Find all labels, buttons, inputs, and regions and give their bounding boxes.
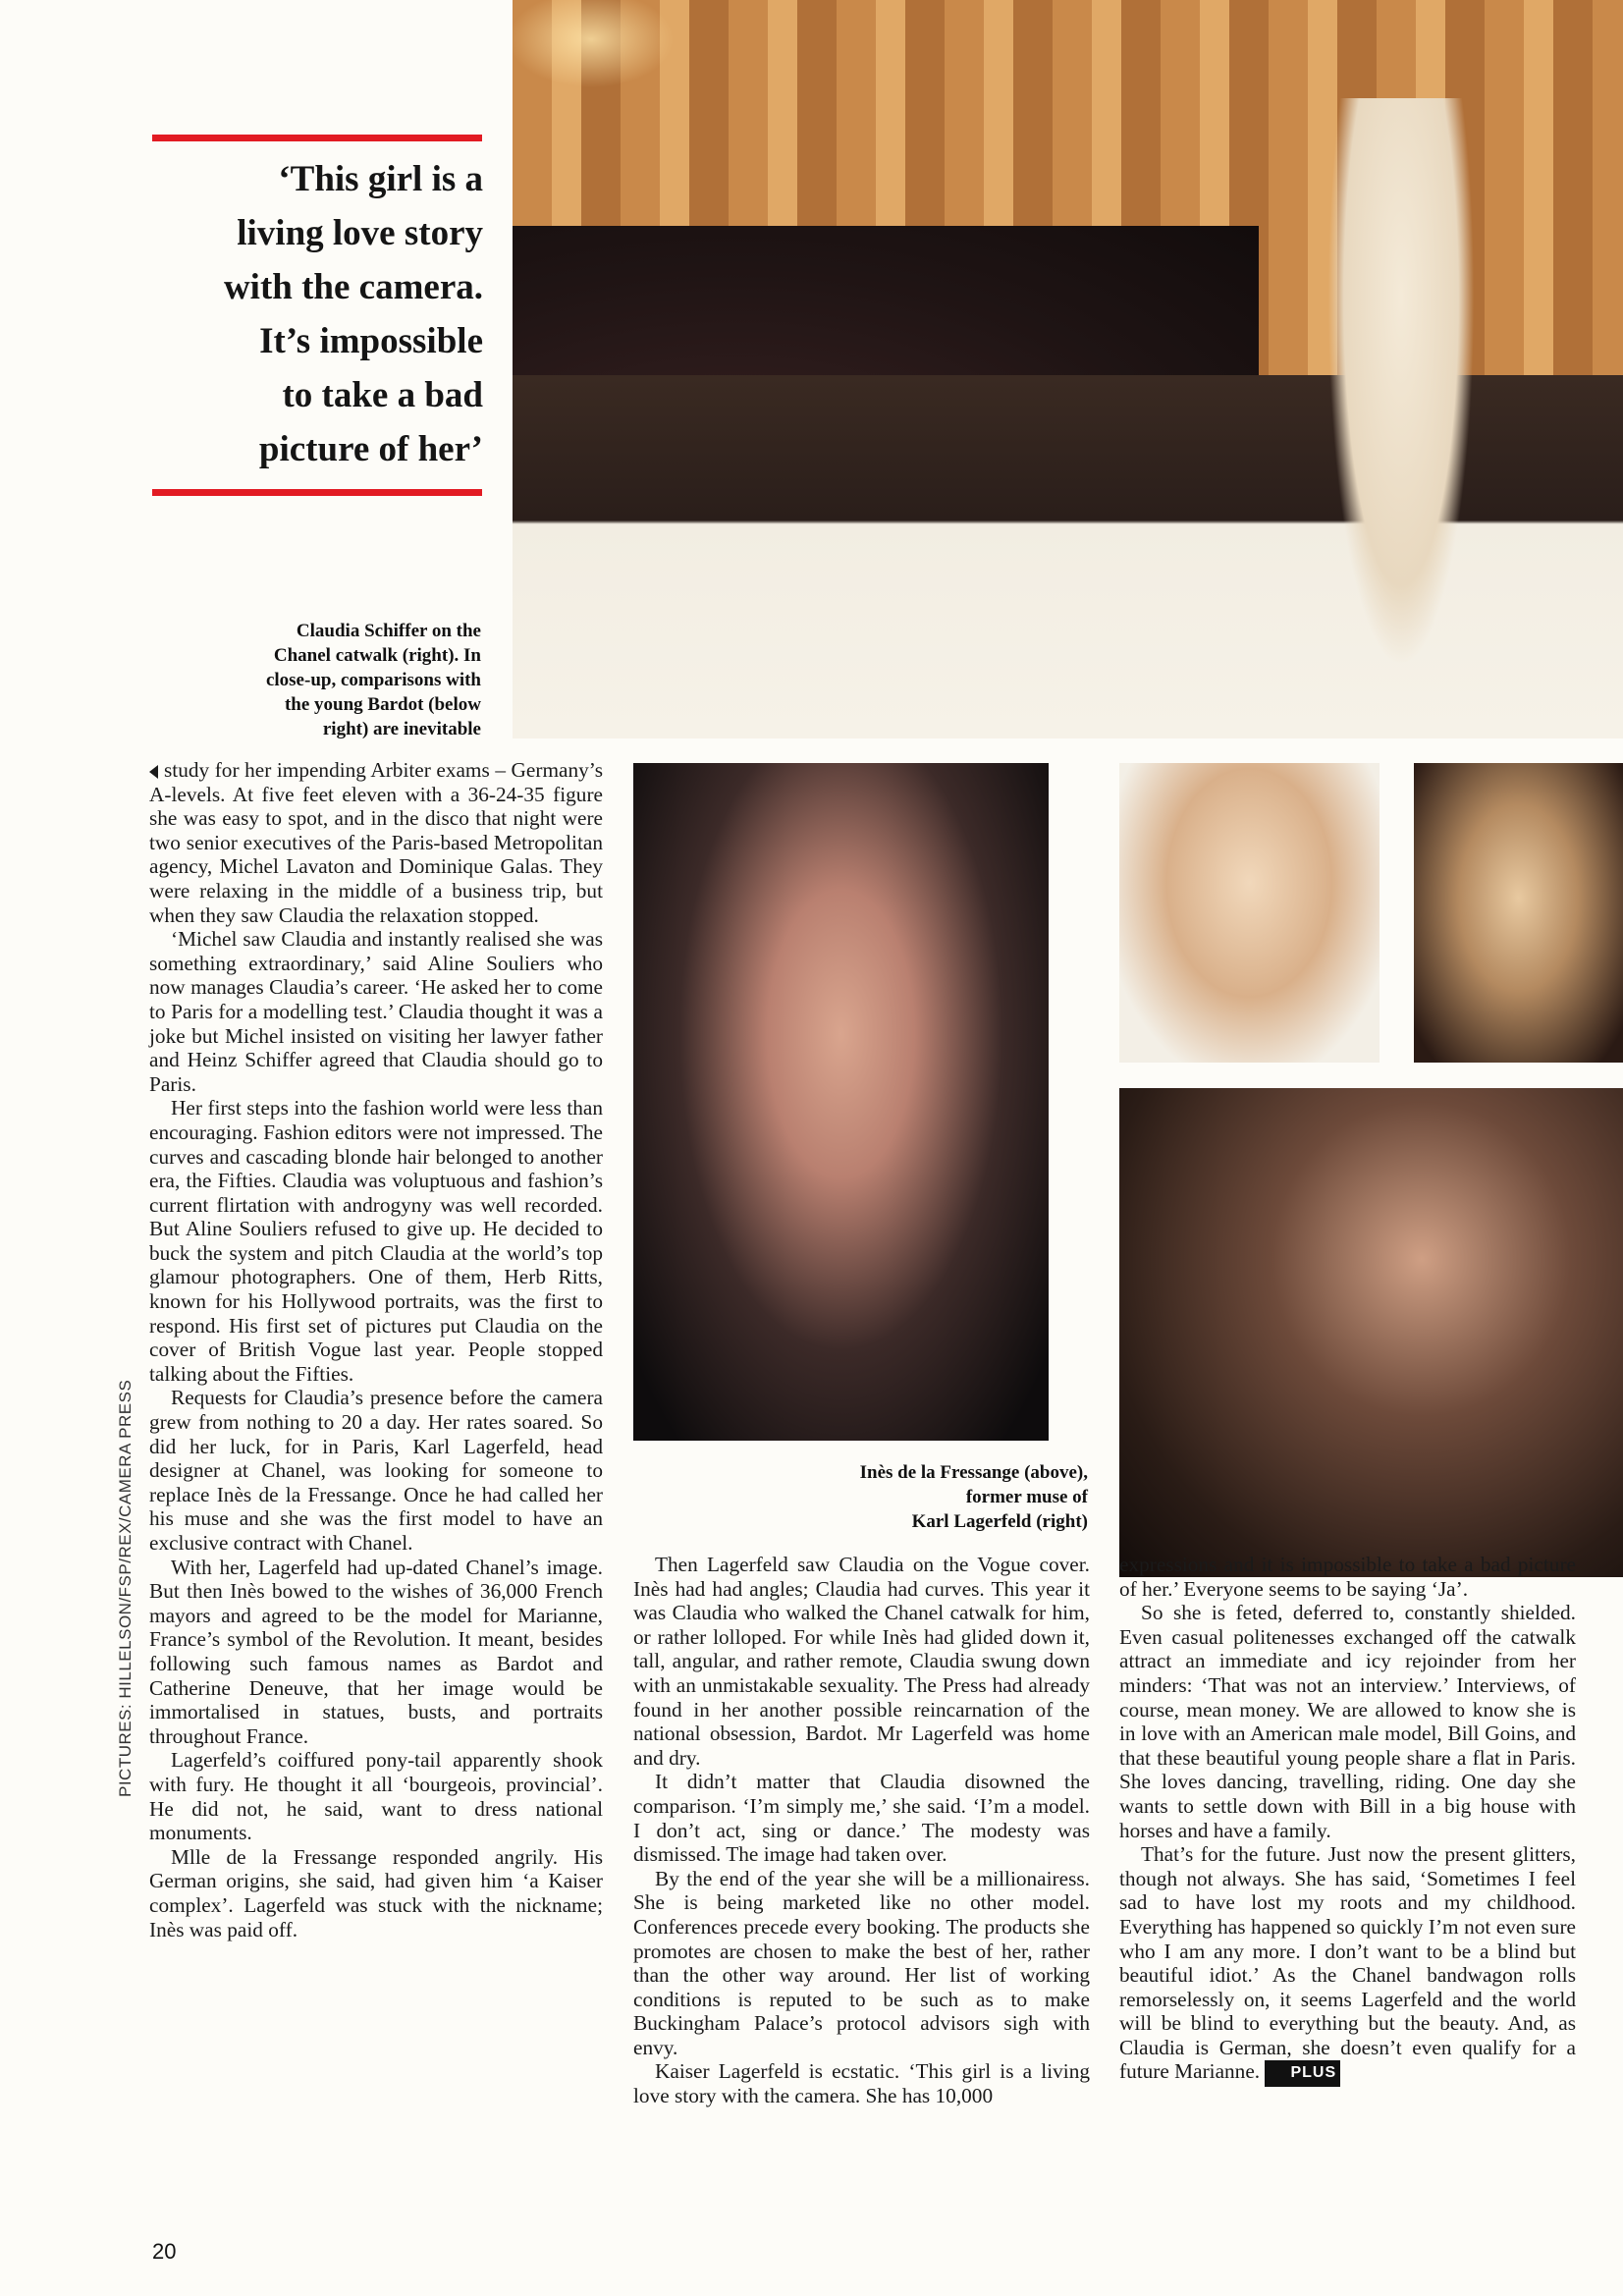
bardot-photo [1414,763,1623,1063]
photo-credit: PICTURES: HILLELSON/FSP/REX/CAMERA PRESS [116,1379,135,1797]
plus-end-mark: PLUS [1265,2060,1340,2087]
paragraph: With her, Lagerfeld had up-dated Chanel’s image. But then Inès bowed to the wishes of 36,000 French mayors and agreed to be the model for Marianne, France’s symbol of the Revolution. It meant, besides following such famous names as Bardot and Catherine Deneuve, that her image would be immortalised in statues, busts, and portraits throughout France. [149,1555,603,1748]
paragraph: Lagerfeld’s coiffured pony-tail apparently shook with fury. He thought it all ‘bourgeois, provincial’. He did not, he said, want to dress national monuments. [149,1748,603,1845]
caption-line: Karl Lagerfeld (right) [911,1511,1088,1532]
paragraph [149,758,603,927]
paragraph: Mlle de la Fressange responded angrily. His German origins, she said, had given him ‘a Kaiser complex’. Lagerfeld was stuck with the nickname; Inès was paid off. [149,1844,603,1941]
pull-quote-line: ‘This girl is a [278,159,483,199]
caption-line: the young Bardot (below [284,694,481,715]
ines-portrait-photo [633,763,1049,1441]
pull-quote-line: with the camera. [223,267,483,307]
caption-line: Inès de la Fressange (above), [859,1462,1088,1483]
paragraph: Then Lagerfeld saw Claudia on the Vogue cover. Inès had had angles; Claudia had curves. This year it was Claudia who walked the Chanel catwalk for him, or rather lolloped. For while Inès had glided down it, tall, angular, and rather remote, Claudia swung down with an unmistakable sexuality. The Press had already found in her another possible reincarnation of the national obsession, Bardot. Mr Lagerfeld was home and dry. [633,1553,1090,1770]
caption-line: Claudia Schiffer on the [296,621,481,641]
paragraph: Requests for Claudia’s presence before the camera grew from nothing to 20 a day. Her rates soared. So did her luck, for in Paris, Karl Lagerfeld, head designer at Chanel, was looking for someone to replace Inès de la Fressange. Once he had called her his muse and she was the first model to have an exclusive contract with Chanel. [149,1386,603,1555]
pull-quote-line: to take a bad [282,375,483,415]
paragraph: By the end of the year she will be a millionairess. She is being marketed like no other model. Conferences precede every booking. The products she promotes are chosen to make the best of her, rather than the other way around. Her list of working conditions is reputed to be such as to make Buckingham Palace’s protocol advisors sigh with envy. [633,1866,1090,2059]
paragraph: expressions and it is impossible to take a bad picture of her.’ Everyone seems to be saying ‘Ja’. [1119,1553,1576,1601]
paragraph-text: That’s for the future. Just now the present glitters, though not always. She has said, ‘Sometimes I feel sad to have lost my roots and my childhood. Everything has happened so quickly I’m not even sure who I am any more. I don’t want to be a blind but beautiful idiot.’ As the Chanel bandwagon rolls remorselessly on, it seems Lagerfeld and the world will be blind to everything but the beauty. And, as Claudia is German, she doesn’t even qualify for a future Marianne. [1119,1842,1576,2084]
pull-quote-line: It’s impossible [259,321,483,361]
ines-caption [746,1460,1088,1534]
paragraph [1119,1842,1576,2087]
catwalk-photo [513,0,1623,738]
page-number: 20 [152,2239,177,2264]
pull-quote-top-rule [152,135,482,141]
pull-quote-line: living love story [237,213,483,253]
continuation-arrow-icon [149,765,158,779]
article-column-3 [1119,1553,1576,2087]
caption-line: right) are inevitable [322,719,481,739]
paragraph: It didn’t matter that Claudia disowned the comparison. ‘I’m simply me,’ she said. ‘I’m a model. I don’t act, sing or dance.’ The modesty was dismissed. The image had taken over. [633,1770,1090,1867]
paragraph: Her first steps into the fashion world were less than encouraging. Fashion editors were not impressed. The curves and cascading blonde hair belonged to another era, the Fifties. Claudia was voluptuous and fashion’s current flirtation with androgyny was well recorded. But Aline Souliers refused to give up. He decided to buck the system and pitch Claudia at the world’s top glamour photographers. One of them, Herb Ritts, known for his Hollywood portraits, was the first to respond. His first set of pictures put Claudia on the cover of British Vogue last year. People stopped talking about the Fifties. [149,1096,603,1386]
paragraph-text: study for her impending Arbiter exams – Germany’s A-levels. At five feet eleven with a 36-24-35 figure she was easy to spot, and in the disco that night were two senior executives of the Paris-based Metropolitan agency, Michel Lavaton and Dominique Galas. They were relaxing in the middle of a business trip, but when they saw Claudia the relaxation stopped. [149,758,603,927]
paragraph: Kaiser Lagerfeld is ecstatic. ‘This girl is a living love story with the camera. She has 10,000 [633,2059,1090,2108]
catwalk-caption [187,619,481,741]
pull-quote-line: picture of her’ [258,429,483,469]
model-figure [1327,98,1475,668]
caption-line: Chanel catwalk (right). In [273,645,481,666]
pull-quote [147,152,483,476]
caption-line: former muse of [965,1487,1088,1507]
caption-line: close-up, comparisons with [265,670,481,690]
paragraph: ‘Michel saw Claudia and instantly realised she was something extraordinary,’ said Aline Souliers who now manages Claudia’s career. ‘He asked her to come to Paris for a modelling test.’ Claudia thought it was a joke but Michel insisted on visiting her lawyer father and Heinz Schiffer agreed that Claudia should go to Paris. [149,927,603,1096]
claudia-closeup-photo [1119,763,1380,1063]
article-column-1 [149,758,603,1941]
lagerfeld-camera-photo [1119,1088,1623,1577]
article-column-2 [633,1553,1090,2108]
pull-quote-bottom-rule [152,489,482,496]
paragraph: So she is feted, deferred to, constantly shielded. Even casual politenesses exchanged off the catwalk attract an immediate and icy rejoinder from her minders: ‘That was not an interview.’ Interviews, of course, mean money. We are allowed to know she is in love with an American male model, Bill Goins, and that these beautiful young people share a flat in Paris. She loves dancing, travelling, riding. One day she wants to settle down with Bill in a big house with horses and have a family. [1119,1601,1576,1842]
